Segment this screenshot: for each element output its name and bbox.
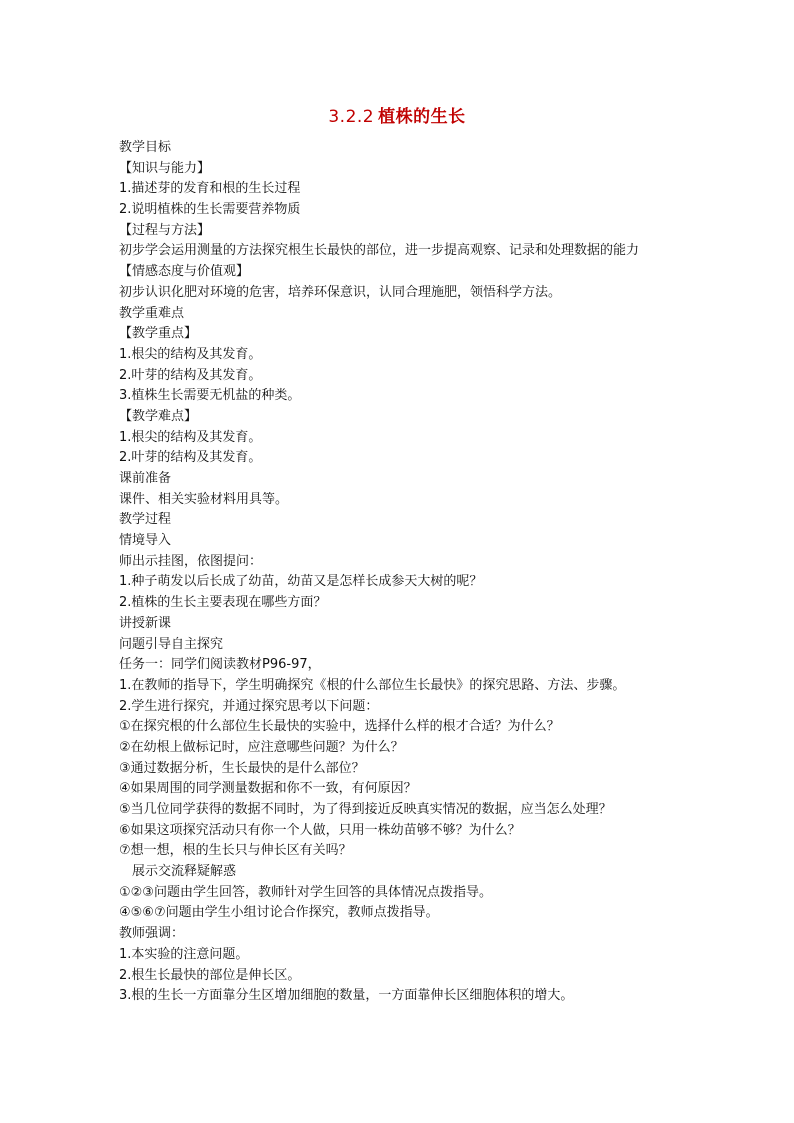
text-line: 【知识与能力】 <box>119 160 211 176</box>
title-number: 3.2.2 <box>328 107 375 127</box>
text-line: 2.说明植株的生长需要营养物质 <box>119 202 301 218</box>
text-line: 情境导入 <box>119 533 172 549</box>
text-line: 1.根尖的结构及其发育。 <box>119 429 262 445</box>
title-text: 植株的生长 <box>378 107 466 127</box>
text-line: 【教学难点】 <box>119 408 198 424</box>
text-line: 2.植株的生长主要表现在哪些方面？ <box>119 595 327 611</box>
text-line: 教学重难点 <box>119 305 185 321</box>
text-line: 任务一：同学们阅读教材P96-97， <box>119 657 321 673</box>
text-line: ②在幼根上做标记时，应注意哪些问题？为什么？ <box>119 739 404 755</box>
text-line: ⑤当几位同学获得的数据不同时，为了得到接近反映真实情况的数据，应当怎么处理？ <box>119 802 612 817</box>
text-line: 初步学会运用测量的方法探究根生长最快的部位，进一步提高观察、记录和处理数据的能力 <box>119 243 640 259</box>
page-title <box>0 105 794 129</box>
text-line: ⑦想一想，根的生长只与伸长区有关吗？ <box>119 843 352 859</box>
text-line: 师出示挂图，依图提问： <box>119 553 263 569</box>
text-line: 课件、相关实验材料用具等。 <box>119 491 289 507</box>
text-line: 课前准备 <box>119 471 172 486</box>
text-line: 【过程与方法】 <box>119 222 211 238</box>
text-line: 3.植株生长需要无机盐的种类。 <box>119 388 301 404</box>
text-line: 1.种子萌发以后长成了幼苗，幼苗又是怎样长成参天大树的呢？ <box>119 574 483 590</box>
text-line: 1.在教师的指导下，学生明确探究《根的什么部位生长最快》的探究思路、方法、步骤。 <box>119 677 626 693</box>
text-line: 1.描述芽的发育和根的生长过程 <box>119 181 301 197</box>
text-line: ③通过数据分析，生长最快的是什么部位？ <box>119 760 365 776</box>
text-line: ①在探究根的什么部位生长最快的实验中，选择什么样的根才合适？为什么？ <box>119 719 560 735</box>
text-line: 2.根生长最快的部位是伸长区。 <box>119 967 301 983</box>
text-line: 展示交流释疑解惑 <box>132 864 237 880</box>
text-line: 1.根尖的结构及其发育。 <box>119 346 262 362</box>
text-line: 【情感态度与价值观】 <box>119 264 250 280</box>
text-line: ④⑤⑥⑦问题由学生小组讨论合作探究，教师点拨指导。 <box>119 905 439 921</box>
text-line: ④如果周围的同学测量数据和你不一致，有何原因？ <box>119 781 417 797</box>
text-line: 3.根的生长一方面靠分生区增加细胞的数量，一方面靠伸长区细胞体积的增大。 <box>119 988 574 1004</box>
text-line: ⑥如果这项探究活动只有你一个人做，只用一株幼苗够不够？为什么？ <box>119 822 521 838</box>
text-line: 【教学重点】 <box>119 326 198 342</box>
text-line: 2.叶芽的结构及其发育。 <box>119 450 262 466</box>
text-line: 初步认识化肥对环境的危害，培养环保意识，认同合理施肥，领悟科学方法。 <box>119 284 562 300</box>
text-line: 教师强调： <box>119 926 185 942</box>
text-line: ①②③问题由学生回答，教师针对学生回答的具体情况点拨指导。 <box>119 884 492 900</box>
text-line: 2.学生进行探究，并通过探究思考以下问题： <box>119 698 379 714</box>
document-body <box>119 138 719 1007</box>
text-line: 1.本实验的注意问题。 <box>119 946 249 962</box>
text-line: 2.叶芽的结构及其发育。 <box>119 367 262 383</box>
text-line: 教学过程 <box>119 512 172 528</box>
text-line: 教学目标 <box>119 140 172 155</box>
text-line: 问题引导自主探究 <box>119 636 224 652</box>
text-line: 讲授新课 <box>119 615 172 631</box>
